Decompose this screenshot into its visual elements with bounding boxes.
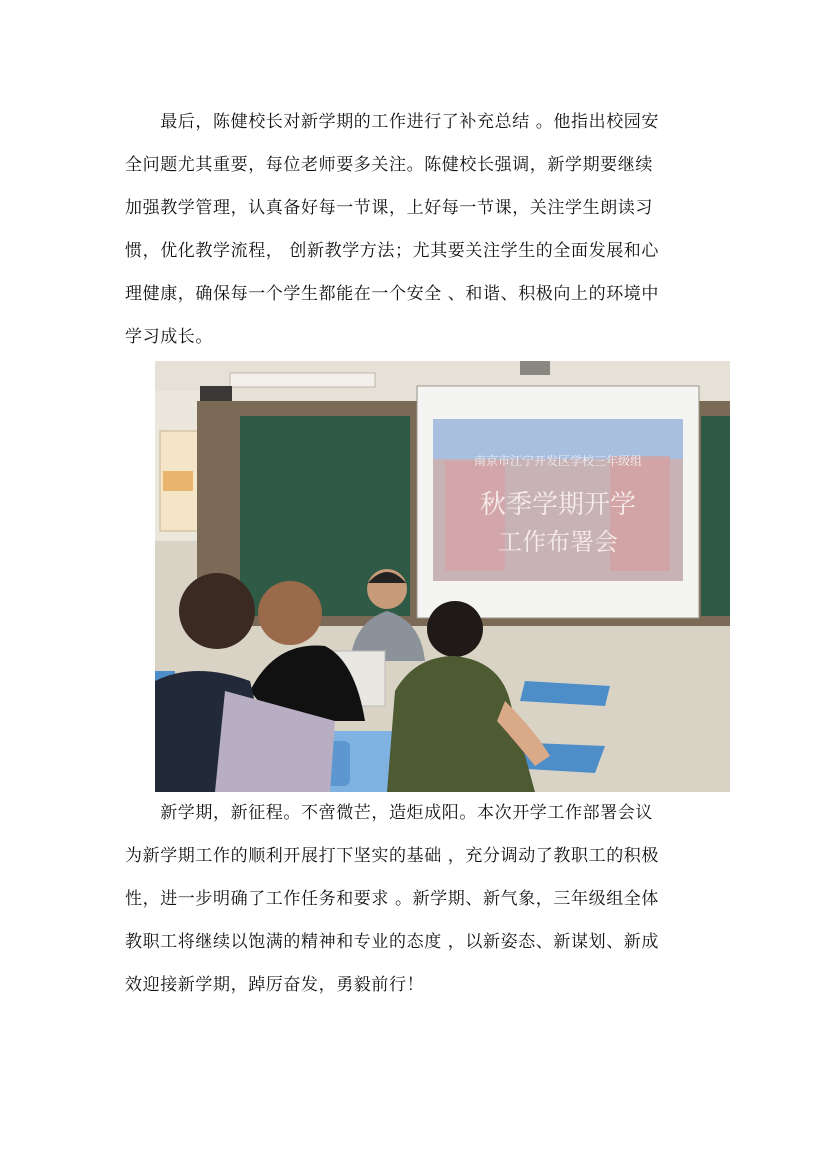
text-line: 理健康，确保每一个学生都能在一个安全 、和谐、积极向上的环境中	[125, 284, 660, 304]
text-line: 新学期，新征程。不啻微芒，造炬成阳。本次开学工作部署会议	[125, 803, 653, 823]
text-line: 惯，优化教学流程， 创新教学方法；尤其要关注学生的全面发展和心	[125, 241, 660, 261]
paragraph-summary	[125, 101, 705, 359]
meeting-photo	[155, 361, 730, 792]
text-line: 为新学期工作的顺利开展打下坚实的基础 ，充分调动了教职工的积极	[125, 846, 660, 866]
slide-subtitle: 南京市江宁开发区学校三年级组	[473, 454, 643, 468]
text-line: 全问题尤其重要，每位老师要多关注。陈健校长强调，新学期要继续	[125, 155, 653, 175]
paragraph-closing	[125, 792, 705, 1007]
text-line: 最后，陈健校长对新学期的工作进行了补充总结 。他指出校园安	[125, 112, 660, 132]
text-line: 性，进一步明确了工作任务和要求 。新学期、新气象，三年级组全体	[125, 889, 660, 909]
text-line: 学习成长。	[125, 327, 213, 347]
slide-title: 秋季学期开学	[479, 490, 637, 520]
text-line: 教职工将继续以饱满的精神和专业的态度 ，以新姿态、新谋划、新成	[125, 932, 660, 952]
text-line: 加强教学管理，认真备好每一节课，上好每一节课，关注学生朗读习	[125, 198, 653, 218]
slide-title-line2: 工作布署会	[498, 528, 618, 556]
text-line: 效迎接新学期，踔厉奋发，勇毅前行！	[125, 975, 425, 995]
meeting-photo-illustration	[155, 361, 730, 792]
